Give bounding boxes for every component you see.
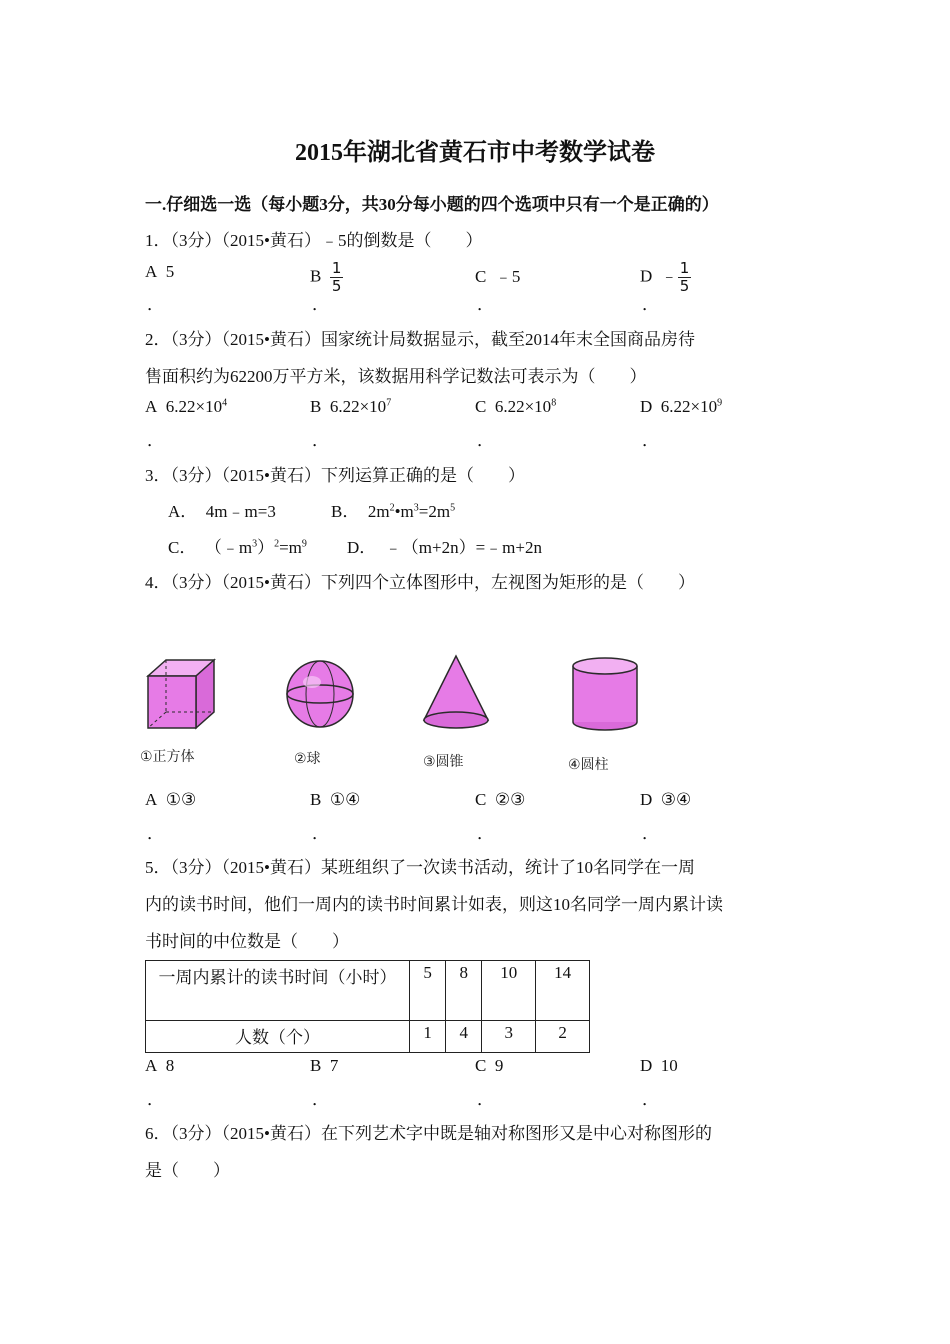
q5-option-b-label: B xyxy=(310,1056,322,1075)
q3-option-c-part-1: （﹣m xyxy=(204,538,253,557)
q5-dot-c: ． xyxy=(477,1090,494,1109)
q5-data-table xyxy=(145,960,590,1053)
q2-option-a[interactable] xyxy=(145,397,227,417)
q1-option-c-label: C xyxy=(475,267,487,286)
q5-table-cell: 3 xyxy=(482,1021,536,1053)
q3-option-b-label: B． xyxy=(331,502,360,521)
q4-option-c[interactable] xyxy=(475,790,525,810)
q2-dot-a: ． xyxy=(147,431,164,450)
q5-table-header-hours: 一周内累计的读书时间（小时） xyxy=(146,961,410,1021)
q4-option-c-text: ②③ xyxy=(494,790,526,809)
q2-option-b-base: 6.22×10 xyxy=(329,397,387,416)
q1-option-b-fraction xyxy=(330,260,344,295)
q5-table-cell: 8 xyxy=(446,961,482,1021)
q5-stem-line-3: 书时间的中位数是（ ） xyxy=(145,932,349,951)
q1-option-b-label: B xyxy=(310,266,322,286)
q2-stem-line-1: 2．（3分）（2015•黄石）国家统计局数据显示，截至2014年末全国商品房待 xyxy=(145,330,695,349)
q3-option-c-part-3: =m xyxy=(279,538,302,557)
cylinder-icon xyxy=(573,658,637,730)
q4-shapes-figure xyxy=(140,650,650,780)
q5-option-c[interactable] xyxy=(475,1056,503,1076)
q1-option-b-numerator: 1 xyxy=(331,259,342,277)
q3-option-a-label: A． xyxy=(168,502,198,521)
q2-option-c-label: C xyxy=(475,397,487,416)
q3-option-b-part-3: =2m xyxy=(418,502,451,521)
q3-option-c-exp-1: 3 xyxy=(252,538,258,550)
q5-option-a-label: A xyxy=(145,1056,158,1075)
q1-option-c[interactable] xyxy=(475,262,520,287)
q1-option-a-label: A xyxy=(145,262,158,281)
q1-option-b-denominator: 5 xyxy=(331,277,342,295)
q6-stem-line-1: 6．（3分）（2015•黄石）在下列艺术字中既是轴对称图形又是中心对称图形的 xyxy=(145,1124,712,1143)
q4-option-c-label: C xyxy=(475,790,487,809)
q4-option-d-text: ③④ xyxy=(660,790,692,809)
q5-table-cell: 4 xyxy=(446,1021,482,1053)
q3-option-c[interactable] xyxy=(168,533,307,558)
q5-table-cell: 1 xyxy=(410,1021,446,1053)
q1-option-d-numerator: 1 xyxy=(679,259,690,277)
q5-option-d-label: D xyxy=(640,1056,653,1075)
q2-option-a-base: 6.22×10 xyxy=(165,397,223,416)
q4-dot-a: ． xyxy=(147,824,164,843)
q2-option-d-base: 6.22×10 xyxy=(660,397,718,416)
q5-option-d[interactable] xyxy=(640,1056,678,1076)
page-title: 2015年湖北省黄石市中考数学试卷 xyxy=(295,140,655,166)
q5-option-a-text: 8 xyxy=(165,1056,175,1075)
q5-table-header-count: 人数（个） xyxy=(146,1021,410,1053)
q4-option-d-label: D xyxy=(640,790,653,809)
q4-shape-label-sphere: ②球 xyxy=(294,751,321,767)
q2-option-d-exponent: 9 xyxy=(717,397,723,409)
q4-stem: 4．（3分）（2015•黄石）下列四个立体图形中，左视图为矩形的是（ ） xyxy=(145,573,695,592)
q1-stem: 1．（3分）（2015•黄石）﹣5的倒数是（ ） xyxy=(145,231,483,250)
q2-option-b-exponent: 7 xyxy=(386,397,392,409)
q2-dot-b: ． xyxy=(312,431,329,450)
q3-option-b-part-2: •m xyxy=(394,502,414,521)
q2-dot-c: ． xyxy=(477,431,494,450)
q3-option-b-exp-2: 3 xyxy=(413,502,419,514)
q1-dot-a: ． xyxy=(147,295,164,314)
q2-option-b[interactable] xyxy=(310,397,391,417)
q3-stem: 3．（3分）（2015•黄石）下列运算正确的是（ ） xyxy=(145,466,525,485)
q4-option-b-label: B xyxy=(310,790,322,809)
q4-option-d[interactable] xyxy=(640,790,691,810)
q3-option-d[interactable] xyxy=(347,533,542,558)
q5-table-cell: 5 xyxy=(410,961,446,1021)
q1-option-d-label: D xyxy=(640,266,653,286)
q5-option-b-text: 7 xyxy=(329,1056,339,1075)
q4-shape-label-cylinder: ④圆柱 xyxy=(568,757,609,773)
cone-icon xyxy=(424,656,488,728)
q2-option-a-exponent: 4 xyxy=(222,397,228,409)
q3-option-a[interactable] xyxy=(168,497,276,522)
q3-option-c-part-2: ） xyxy=(257,538,275,557)
q5-option-d-text: 10 xyxy=(660,1056,678,1075)
q4-option-a[interactable] xyxy=(145,790,196,810)
q5-option-c-label: C xyxy=(475,1056,487,1075)
sphere-icon xyxy=(287,661,353,727)
q1-dot-c: ． xyxy=(477,295,494,314)
q3-option-b-exp-1: 2 xyxy=(389,502,395,514)
q2-dot-d: ． xyxy=(642,431,659,450)
q1-option-a[interactable] xyxy=(145,262,174,282)
q4-option-b[interactable] xyxy=(310,790,360,810)
q2-option-d[interactable] xyxy=(640,397,722,417)
q2-option-d-label: D xyxy=(640,397,653,416)
q2-option-c-base: 6.22×10 xyxy=(494,397,552,416)
q3-option-b[interactable] xyxy=(331,497,455,522)
q3-option-b-exp-3: 5 xyxy=(450,502,456,514)
q3-option-a-text: 4m﹣m=3 xyxy=(205,502,276,521)
q2-option-c-exponent: 8 xyxy=(551,397,557,409)
q4-option-a-label: A xyxy=(145,790,158,809)
q4-shape-label-cube: ①正方体 xyxy=(140,749,195,765)
q5-option-a[interactable] xyxy=(145,1056,174,1076)
q5-table-cell: 14 xyxy=(536,961,590,1021)
q1-dot-d: ． xyxy=(642,295,659,314)
q2-option-c[interactable] xyxy=(475,397,556,417)
q4-option-a-text: ①③ xyxy=(165,790,197,809)
q6-stem-line-2: 是（ ） xyxy=(145,1161,230,1180)
q1-option-d-fraction xyxy=(678,260,692,295)
q5-option-b[interactable] xyxy=(310,1056,338,1076)
q4-option-b-text: ①④ xyxy=(329,790,361,809)
q1-option-d-denominator: 5 xyxy=(679,277,690,295)
q5-option-c-text: 9 xyxy=(494,1056,504,1075)
q3-option-c-exp-3: 9 xyxy=(301,538,307,550)
q4-dot-d: ． xyxy=(642,824,659,843)
q1-option-d-sign: ﹣ xyxy=(660,266,678,286)
q2-option-b-label: B xyxy=(310,397,322,416)
q3-option-d-label: D． xyxy=(347,538,377,557)
q4-dot-b: ． xyxy=(312,824,329,843)
cube-icon xyxy=(148,660,214,728)
q5-table-cell: 2 xyxy=(536,1021,590,1053)
q3-option-d-text: ﹣（m+2n）=﹣m+2n xyxy=(384,538,542,557)
q1-option-c-text: ﹣5 xyxy=(494,267,521,286)
q5-table-cell: 10 xyxy=(482,961,536,1021)
q1-option-a-text: 5 xyxy=(165,262,175,281)
table-row xyxy=(146,961,590,1021)
q1-dot-b: ． xyxy=(312,295,329,314)
q4-shape-label-cone: ③圆锥 xyxy=(423,754,464,770)
q5-dot-a: ． xyxy=(147,1090,164,1109)
q2-option-a-label: A xyxy=(145,397,158,416)
q3-option-c-label: C． xyxy=(168,538,197,557)
q3-option-c-exp-2: 2 xyxy=(274,538,280,550)
q3-option-b-part-1: 2m xyxy=(367,502,390,521)
section-heading: 一.仔细选一选（每小题3分，共30分每小题的四个选项中只有一个是正确的） xyxy=(145,195,719,214)
q4-dot-c: ． xyxy=(477,824,494,843)
q5-dot-b: ． xyxy=(312,1090,329,1109)
q2-stem-line-2: 售面积约为62200万平方米，该数据用科学记数法可表示为（ ） xyxy=(145,367,647,386)
q5-stem-line-1: 5．（3分）（2015•黄石）某班组织了一次读书活动，统计了10名同学在一周 xyxy=(145,858,695,877)
table-row xyxy=(146,1021,590,1053)
q5-dot-d: ． xyxy=(642,1090,659,1109)
q5-stem-line-2: 内的读书时间，他们一周内的读书时间累计如表，则这10名同学一周内累计读 xyxy=(145,895,723,914)
